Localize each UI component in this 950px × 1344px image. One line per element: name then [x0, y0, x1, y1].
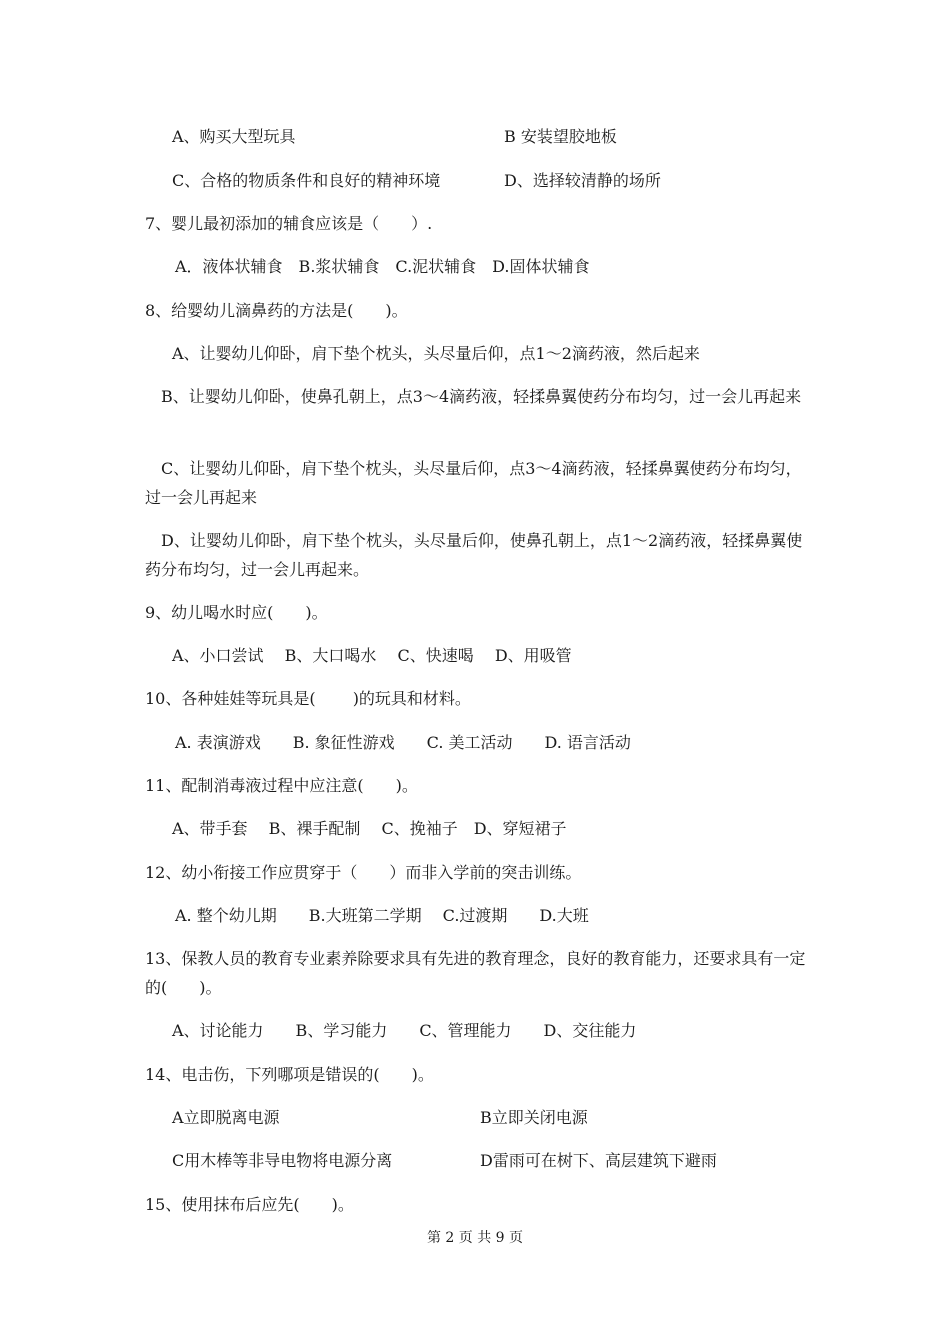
- question-8-option-b: B、让婴幼儿仰卧，使鼻孔朝上，点3～4滴药液，轻揉鼻翼使药分布均匀，过一会儿再起来: [145, 387, 802, 406]
- question-11: 11、配制消毒液过程中应注意( )。: [145, 776, 418, 795]
- question-13: 13、保教人员的教育专业素养除要求具有先进的教育理念，良好的教育能力，还要求具有一定的( )。: [145, 949, 806, 997]
- question-7-options: A．液体状辅食 B.浆状辅食 C.泥状辅食 D.固体状辅食: [175, 257, 590, 276]
- question-7: 7、婴儿最初添加的辅食应该是（ ）.: [145, 214, 433, 233]
- question-14-option-b: B立即关闭电源: [480, 1108, 588, 1127]
- question-15: 15、使用抹布后应先( )。: [145, 1195, 354, 1214]
- question-10-options: A. 表演游戏 B. 象征性游戏 C. 美工活动 D. 语言活动: [175, 733, 631, 752]
- option-b: B 安装望胶地板: [504, 127, 617, 146]
- question-14-option-a: A立即脱离电源: [172, 1108, 280, 1127]
- question-8-option-c: C、让婴幼儿仰卧，肩下垫个枕头，头尽量后仰，点3～4滴药液，轻揉鼻翼使药分布均匀，过一会儿再起来: [145, 459, 802, 507]
- option-a: A、购买大型玩具: [172, 127, 296, 146]
- question-8: 8、给婴幼儿滴鼻药的方法是( )。: [145, 301, 408, 320]
- question-12-options: A. 整个幼儿期 B.大班第二学期 C.过渡期 D.大班: [175, 906, 589, 925]
- question-8-option-d: D、让婴幼儿仰卧，肩下垫个枕头，头尽量后仰，使鼻孔朝上，点1～2滴药液，轻揉鼻翼使药分布均匀，过一会儿再起来。: [145, 531, 803, 579]
- option-c: C、合格的物质条件和良好的精神环境: [172, 171, 441, 190]
- question-11-options: A、带手套 B、裸手配制 C、挽袖子 D、穿短裙子: [172, 819, 567, 838]
- question-9-options: A、小口尝试 B、大口喝水 C、快速喝 D、用吸管: [172, 646, 572, 665]
- question-8-option-a: A、让婴幼儿仰卧，肩下垫个枕头，头尽量后仰，点1～2滴药液，然后起来: [172, 344, 700, 363]
- question-14: 14、电击伤，下列哪项是错误的( )。: [145, 1065, 434, 1084]
- question-13-options: A、讨论能力 B、学习能力 C、管理能力 D、交往能力: [172, 1021, 637, 1040]
- question-10: 10、各种娃娃等玩具是( )的玩具和材料。: [145, 689, 471, 708]
- page-footer: 第 2 页 共 9 页: [426, 1230, 524, 1246]
- option-d: D、选择较清静的场所: [504, 171, 661, 190]
- question-14-option-d: D雷雨可在树下、高层建筑下避雨: [480, 1151, 717, 1170]
- question-12: 12、幼小衔接工作应贯穿于（ ）而非入学前的突击训练。: [145, 863, 582, 882]
- question-9: 9、幼儿喝水时应( )。: [145, 603, 328, 622]
- question-14-option-c: C用木棒等非导电物将电源分离: [172, 1151, 393, 1170]
